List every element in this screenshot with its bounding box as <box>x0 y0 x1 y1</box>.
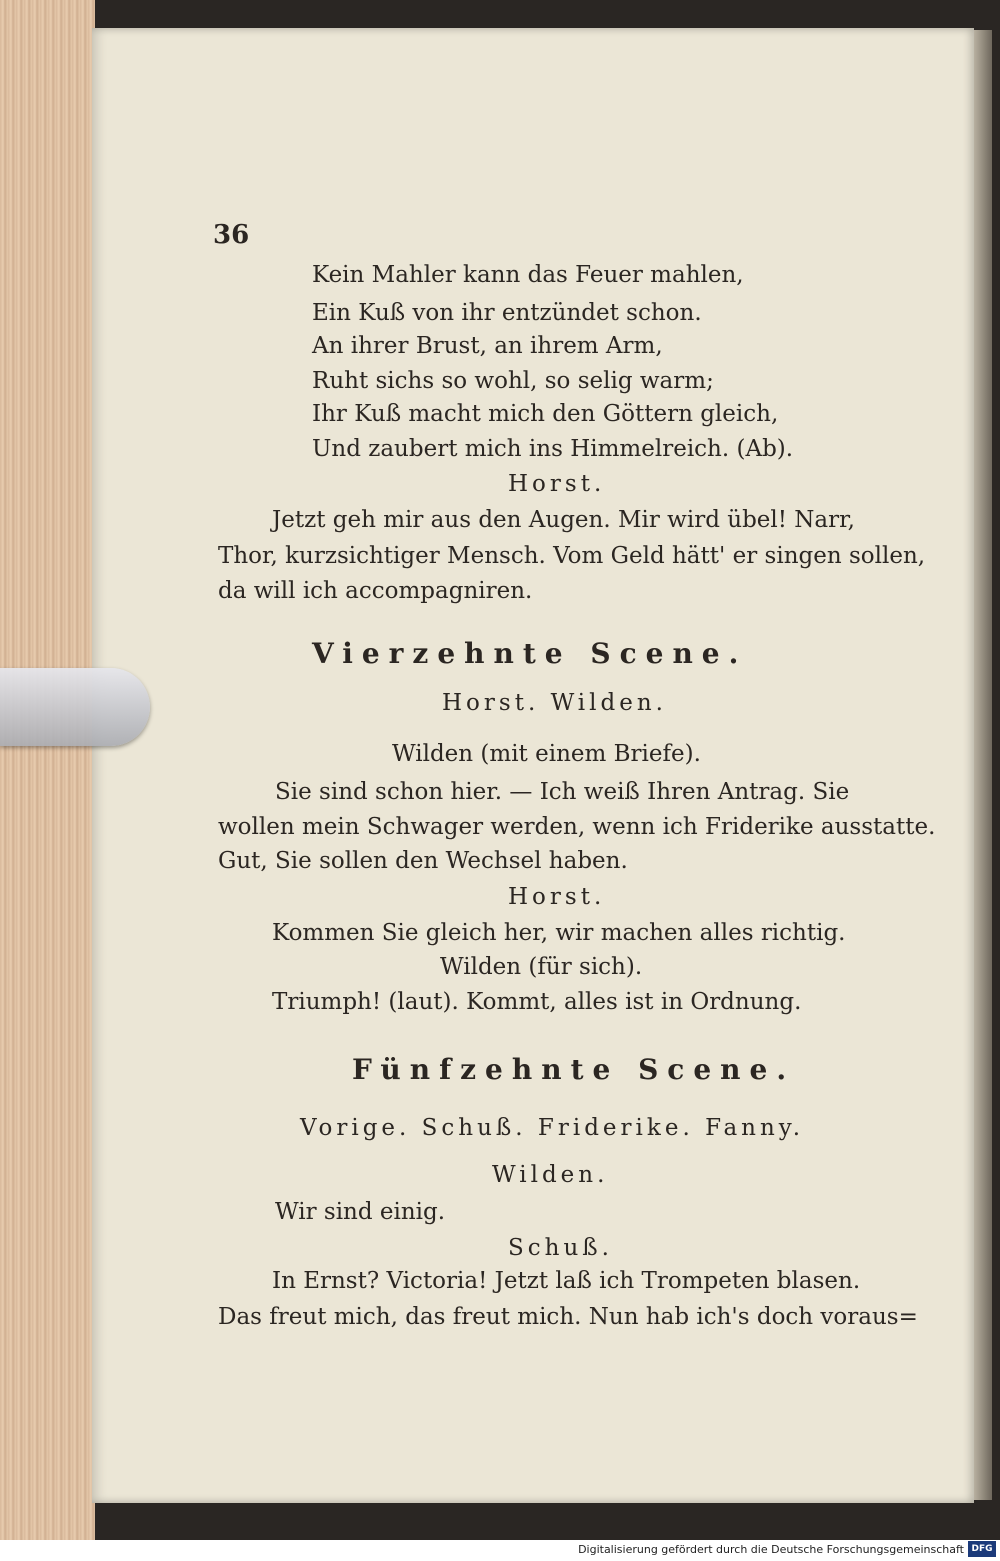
prose-line: Wir sind einig. <box>275 1199 446 1225</box>
prose-line: Das freut mich, das freut mich. Nun hab ich's doch voraus= <box>218 1304 918 1330</box>
verse-line: Ein Kuß von ihr entzündet schon. <box>312 300 702 326</box>
prose-line: Gut, Sie sollen den Wechsel haben. <box>218 848 628 874</box>
prose-line: Thor, kurzsichtiger Mensch. Vom Geld hätt' er singen sollen, <box>218 543 926 569</box>
scene-cast: Vorige. Schuß. Friderike. Fanny. <box>300 1115 805 1141</box>
speaker-label: Schuß. <box>508 1235 613 1261</box>
prose-line: wollen mein Schwager werden, wenn ich Friderike ausstatte. <box>218 814 936 840</box>
speaker-label: Wilden. <box>492 1162 609 1188</box>
prose-line: Jetzt geh mir aus den Augen. Mir wird übel! Narr, <box>272 507 855 533</box>
verse-line: Ruht sichs so wohl, so selig warm; <box>312 368 714 394</box>
digitization-credit: Digitalisierung gefördert durch die Deutsche Forschungsgemeinschaft <box>578 1543 964 1556</box>
prose-line: da will ich accompagniren. <box>218 578 533 604</box>
speaker-label: Horst. <box>508 471 606 497</box>
verse-line: An ihrer Brust, an ihrem Arm, <box>312 333 663 359</box>
scene-heading: Fünfzehnte Scene. <box>352 1053 796 1086</box>
prose-line: Kommen Sie gleich her, wir machen alles richtig. <box>272 920 846 946</box>
scene-heading: Vierzehnte Scene. <box>312 637 748 670</box>
scene-cast: Horst. Wilden. <box>442 690 667 716</box>
page-clip <box>0 668 150 746</box>
speaker-label: Horst. <box>508 884 606 910</box>
speaker-label: Wilden (für sich). <box>440 954 643 980</box>
page-stack-edges <box>0 0 95 1561</box>
dfg-logo: DFG <box>968 1541 996 1557</box>
verse-line: Und zaubert mich ins Himmelreich. (Ab). <box>312 436 794 462</box>
verse-line: Kein Mahler kann das Feuer mahlen, <box>312 262 744 288</box>
page-number: 36 <box>213 220 250 250</box>
prose-line: Sie sind schon hier. — Ich weiß Ihren Antrag. Sie <box>275 779 850 805</box>
page-gutter-shadow <box>974 30 992 1500</box>
verse-line: Ihr Kuß macht mich den Göttern gleich, <box>312 401 779 427</box>
prose-line: Triumph! (laut). Kommt, alles ist in Ordnung. <box>272 989 802 1015</box>
speaker-label: Wilden (mit einem Briefe). <box>392 741 701 767</box>
prose-line: In Ernst? Victoria! Jetzt laß ich Trompeten blasen. <box>272 1268 861 1294</box>
